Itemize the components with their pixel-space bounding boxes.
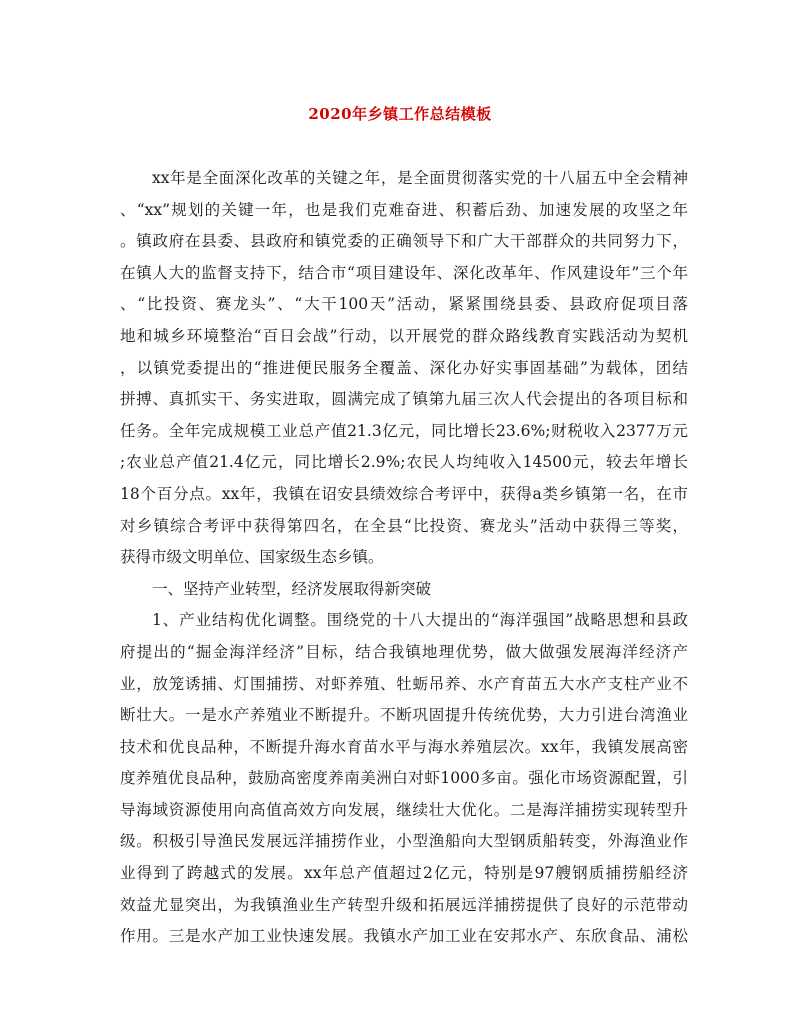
text-line: 18个百分点。xx年，我镇在诏安县绩效综合考评中，获得a类乡镇第一名，在市 bbox=[120, 484, 688, 503]
text-line: 业，放笼诱捕、灯围捕捞、对虾养殖、牡蛎吊养、水产育苗五大水产支柱产业不 bbox=[120, 674, 688, 693]
text-line: 对乡镇综合考评中获得第四名，在全县“比投资、赛龙头”活动中获得三等奖， bbox=[120, 516, 688, 535]
text-line: 任务。全年完成规模工业总产值21.3亿元，同比增长23.6%;财税收入2377万元 bbox=[120, 421, 688, 440]
text-line: ，以镇党委提出的“推进便民服务全覆盖、深化办好实事固基础”为载体，团结 bbox=[120, 358, 688, 377]
text-line: 度养殖优良品种，鼓励高密度养南美洲白对虾1000多亩。强化市场资源配置，引 bbox=[120, 769, 688, 788]
text-line: xx年是全面深化改革的关键之年，是全面贯彻落实党的十八届五中全会精神 bbox=[152, 169, 688, 187]
text-line: 断壮大。一是水产养殖业不断提升。不断巩固提升传统优势，大力引进台湾渔业 bbox=[120, 706, 688, 725]
text-line: 、“比投资、赛龙头”、“大干100天”活动，紧紧围绕县委、县政府促项目落 bbox=[120, 295, 688, 314]
text-line: 获得市级文明单位、国家级生态乡镇。 bbox=[120, 548, 384, 567]
text-line: 导海域资源使用向高值高效方向发展，继续壮大优化。二是海洋捕捞实现转型升 bbox=[120, 800, 688, 819]
document-title: 2020年乡镇工作总结模板 bbox=[308, 105, 492, 123]
text-line: 一、坚持产业转型，经济发展取得新突破 bbox=[152, 579, 432, 598]
text-line: 效益尤显突出，为我镇渔业生产转型升级和拓展远洋捕捞提供了良好的示范带动 bbox=[120, 895, 688, 914]
text-line: 、“xx”规划的关键一年，也是我们克难奋进、积蓄后劲、加速发展的攻坚之年 bbox=[120, 200, 688, 219]
text-line: 府提出的“掘金海洋经济”目标，结合我镇地理优势，做大做强发展海洋经济产 bbox=[120, 642, 688, 661]
text-line: 作用。三是水产加工业快速发展。我镇水产加工业在安邦水产、东欣食品、浦松 bbox=[120, 927, 688, 946]
text-line: ;农业总产值21.4亿元，同比增长2.9%;农民人均纯收入14500元，较去年增长 bbox=[120, 453, 688, 472]
text-line: 技术和优良品种，不断提升海水育苗水平与海水养殖层次。xx年，我镇发展高密 bbox=[120, 737, 688, 756]
text-line: 业得到了跨越式的发展。xx年总产值超过2亿元，特别是97艘钢质捕捞船经济 bbox=[120, 864, 688, 883]
text-line: 。镇政府在县委、县政府和镇党委的正确领导下和广大干部群众的共同努力下， bbox=[120, 232, 688, 251]
text-line: 在镇人大的监督支持下，结合市“项目建设年、深化改革年、作风建设年”三个年 bbox=[120, 263, 688, 282]
text-line: 级。积极引导渔民发展远洋捕捞作业，小型渔船向大型钢质船转变，外海渔业作 bbox=[120, 832, 688, 851]
document-body bbox=[120, 163, 688, 953]
text-line: 拼搏、真抓实干、务实进取，圆满完成了镇第九届三次人代会提出的各项目标和 bbox=[120, 390, 688, 409]
text-line: 1、产业结构优化调整。围绕党的十八大提出的“海洋强国”战略思想和县政 bbox=[152, 611, 688, 630]
text-line: 地和城乡环境整治“百日会战”行动，以开展党的群众路线教育实践活动为契机 bbox=[120, 326, 688, 345]
